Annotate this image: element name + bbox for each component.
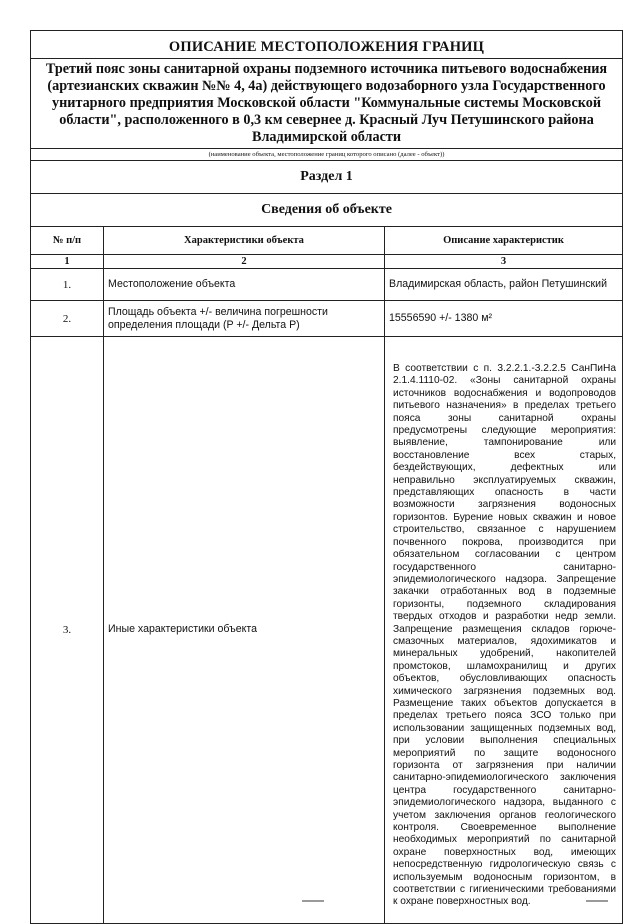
scan-mark [586, 900, 608, 902]
row-description: 15556590 +/- 1380 м² [385, 301, 623, 337]
row-number: 2. [31, 301, 104, 337]
section-heading: Сведения об объекте [31, 194, 623, 227]
row-characteristic: Иные характеристики объекта [104, 337, 385, 924]
row-characteristic: Площадь объекта +/- величина погрешности определения площади (P +/- Дельта P) [104, 301, 385, 337]
section-title: Раздел 1 [31, 161, 623, 194]
column-header-row [31, 227, 623, 255]
document-title: ОПИСАНИЕ МЕСТОПОЛОЖЕНИЯ ГРАНИЦ [31, 31, 623, 59]
object-name: Третий пояс зоны санитарной охраны подземного источника питьевого водоснабжения (артезианских скважин №№ 4, 4а) действующего водозаборного узла Государственного унитарного предприятия Московской области "Коммунальные системы Московской области", расположенного в 0,3 км севернее д. Красный Луч Петушинского района Владимирской области [31, 59, 623, 149]
row-description: В соответствии с п. 3.2.2.1.-3.2.2.5 СанПиНа 2.1.4.1110-02. «Зоны санитарной охраны источников водоснабжения и водопроводов питьевого назначения» в пределах третьего пояса зоны санитарной охраны предусмотрены следующие мероприятия: выявление, тампонирование или восстановление всех старых, бездействующих, дефектных или неправильно эксплуатируемых скважин, представляющих опасность в части возможности загрязнения водоносных горизонтов. Бурение новых скважин и новое строительство, связанное с нарушением почвенного покрова, производится при обязательном согласовании с центром государственного санитарно-эпидемиологического надзора. Запрещение закачки отработанных вод в подземные горизонты, подземного складирования твердых отходов и разработки недр земли. Запрещение размещения складов горюче-смазочных материалов, ядохимикатов и минеральных удобрений, накопителей промстоков, шламохранилищ и других объектов, обусловливающих опасность химического загрязнения подземных вод. Размещение таких объектов допускается в пределах третьего пояса ЗСО только при использовании защищенных подземных вод, при условии выполнения специальных мероприятий по защите водоносного горизонта от загрязнения при наличии санитарно-эпидемиологического заключения центра государственного санитарно-эпидемиологического надзора, выданного с учетом заключения органов геологического контроля. Своевременное выполнение необходимых мероприятий по санитарной охране поверхностных вод, имеющих непосредственную гидрологическую связь с используемым водоносным горизонтом, в соответствии с гигиеническими требованиями к охране поверхностных вод. [385, 337, 623, 924]
column-header-description: Описание характеристик [385, 227, 623, 255]
document-page [30, 30, 622, 908]
column-number: 3 [385, 255, 623, 269]
scan-bottom-edge [30, 888, 622, 904]
table-row [31, 337, 623, 924]
row-number: 3. [31, 337, 104, 924]
column-header-characteristic: Характеристики объекта [104, 227, 385, 255]
column-number: 2 [104, 255, 385, 269]
column-number-row [31, 255, 623, 269]
boundary-description-table [30, 30, 623, 924]
row-number: 1. [31, 269, 104, 301]
column-number: 1 [31, 255, 104, 269]
column-header-number: № п/п [31, 227, 104, 255]
scan-mark [302, 900, 324, 902]
table-row [31, 269, 623, 301]
table-row [31, 301, 623, 337]
row-description: Владимирская область, район Петушинский [385, 269, 623, 301]
object-name-caption: (наименование объекта, местоположение границ которого описано (далее - объект)) [31, 149, 623, 161]
row-characteristic: Местоположение объекта [104, 269, 385, 301]
